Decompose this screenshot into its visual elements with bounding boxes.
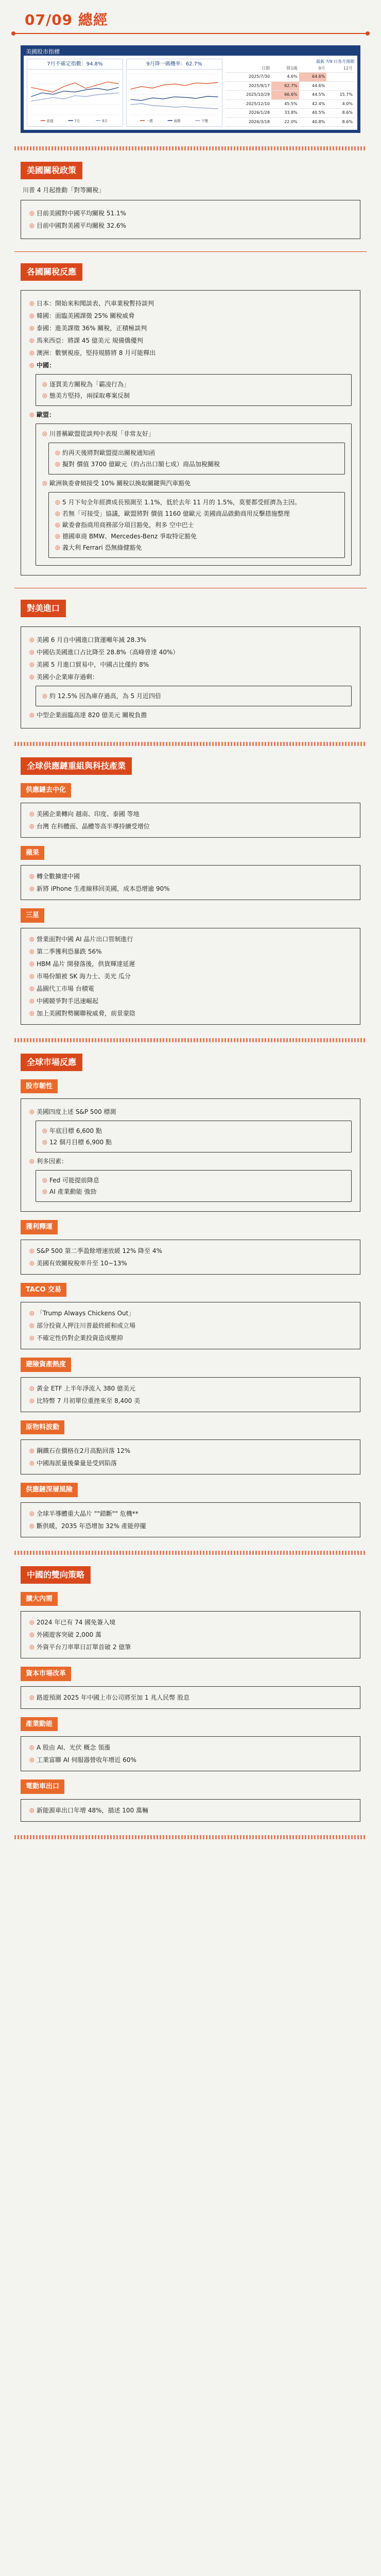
industry-box [21,1736,360,1771]
list-item: ◎ S&P 500 第二季盈餘增速放緩 12% 降至 4% [29,1247,162,1255]
domestic-demand-box [21,1611,360,1658]
divider [14,1835,367,1839]
stocks-box [21,1098,360,1212]
bullet-icon: ◎ [29,1009,34,1016]
list-item: ◎ 擬對 價值 3700 億歐元（約占出口額七成）商品加稅關稅 [55,461,220,468]
ev-export-box [21,1799,360,1822]
bullet-icon: ◎ [29,210,34,216]
section-country-reaction [14,263,367,575]
bullet-icon: ◎ [29,960,34,967]
subsection-title: 資本市場改革 [21,1667,71,1681]
list-item: ◎ 加上美國對勢關聯稅威脅，前景蒙陰 [29,1009,136,1017]
list-item: ◎ 川普稱歐盟從談判中表現「非常友好」 [42,430,155,437]
subsection-title: 股市韌性 [21,1079,58,1094]
bullet-icon: ◎ [29,972,34,979]
subsection-title: TACO 交易 [21,1283,66,1297]
bullet-icon: ◎ [29,947,34,955]
table-cell: 2026/3/18 [226,117,271,127]
commodity-box [21,1439,360,1475]
bullet-icon: ◎ [29,985,34,992]
list-item: ◎ 韓國：面臨美國課徵 25% 關稅威脅 [29,312,135,319]
uncertainty-chart-title: 7月不確定指數：94.8% [27,59,123,70]
table-cell: 4.0% [326,99,354,109]
table-cell: 66.6% [271,91,299,100]
subsection-title: 電動車出口 [21,1780,64,1794]
bullet-icon: ◎ [55,533,60,539]
capital-market-box [21,1686,360,1709]
list-item: ◎ 逐貫美方關稅為「霸凌行為」 [42,381,130,388]
bullet-icon: ◎ [42,430,47,437]
table-cell: 2025/7/30 [226,73,271,82]
bullet-icon: ◎ [29,649,34,655]
subsection-title: 供應鏈去中化 [21,783,71,798]
table-row [226,99,354,109]
table-cell: 4.6% [271,73,299,82]
series-line [31,88,118,97]
bullet-icon: ◎ [29,1631,34,1638]
bullet-icon: ◎ [29,300,34,307]
tariff-box [21,200,360,239]
list-item: ◎ 年底目標 6,600 點 [42,1127,102,1134]
list-item: ◎ 美國 6 月自中國進口貨運噸年減 28.3% [29,636,147,643]
section-market-reaction [14,1054,367,1537]
bullet-icon: ◎ [29,325,34,331]
bullet-icon: ◎ [29,411,34,418]
small-business-box [36,686,352,706]
subsection-title: 供應鏈深層風險 [21,1483,78,1497]
bullet-icon: ◎ [29,1806,34,1814]
list-item: ◎ 約 12.5% 因為庫存過高，為 5 月近四倍 [42,692,162,700]
list-item: ◎ 轉全數擴建中國 [29,873,80,880]
bullet-icon: ◎ [42,1139,47,1145]
bullet-icon: ◎ [42,1177,47,1183]
earnings-box [21,1240,360,1275]
rate-cut-chart-title: 9月降一碼機率：62.7% [127,59,222,70]
bullet-icon: ◎ [29,312,34,319]
bullet-icon: ◎ [29,1756,34,1763]
list-item: ◎ 歐洲執委會傾接受 10% 關稅以換取關鍵與汽車豁免 [42,480,191,487]
table-cell: 64.6% [299,73,327,82]
table-cell: 62.7% [271,81,299,91]
table-cell: 44.5% [299,91,327,100]
table-cell: 15.7% [326,91,354,100]
dashboard-body [24,56,357,130]
list-item: ◎ 歐委會指商用商務部分項目豁免，利多 空中巴士 [55,521,194,529]
section-title: 對美進口 [21,600,66,617]
list-item: ◎ 約再天後將對歐盟提出關稅通知函 [55,449,155,456]
legend-label: 不變 [201,118,209,124]
series-line [130,104,218,109]
list-item: ◎ 部分投資人押注川普最終緩和或立場 [29,1322,136,1329]
divider [14,742,367,746]
subsection-title: 避險資產熱度 [21,1358,71,1372]
bullet-icon: ◎ [29,1247,34,1254]
table-cell: 2025/12/10 [226,99,271,109]
eu-reaction-box [36,423,352,566]
list-item: ◎ 美國有效關稅稅率升至 10~13% [29,1259,127,1267]
bullet-icon: ◎ [29,1460,34,1466]
list-item: ◎ 外國遊客突破 2,000 萬 [29,1631,101,1638]
list-item: ◎ 全球半導體重大晶片 ""錯斷"" 危機** [29,1510,138,1517]
bullet-icon: ◎ [42,1188,47,1195]
list-item: ◎ 日本：開始來和聞談表、汽車業稅暫持談判 [29,300,154,307]
bullet-icon: ◎ [29,935,34,942]
table-header-cell: 降1碼 [271,65,299,73]
table-cell: 22.0% [271,117,299,127]
list-item: ◎ 第二季獲利恐暴跌 56% [29,947,102,955]
list-item: ◎ 不確定性仍對企業投資造成壓抑 [29,1334,124,1342]
bullet-icon: ◎ [29,1447,34,1454]
rate-table-body [226,73,354,127]
list-item: ◎ 美國小企業庫存過剩： [29,673,99,681]
section-title: 全球市場反應 [21,1054,82,1071]
list-item: ◎ 營業面對中國 AI 晶片出口管制進行 [29,935,133,943]
section-intro: 川普 4 月起推動「對等關稅」 [23,187,105,194]
subsection-title: 蘋果 [21,846,44,860]
bullet-icon: ◎ [42,692,47,699]
legend-label: 8月 [102,118,108,124]
bullet-icon: ◎ [29,1693,34,1701]
bullet-icon: ◎ [29,822,34,829]
list-item: ◎ 歐盟： [29,411,56,418]
bullet-icon: ◎ [42,1127,47,1134]
table-cell: 40.5% [299,109,327,118]
list-item: ◎ 新將 iPhone 生產線移回美國，成本恐增逾 90% [29,885,170,892]
list-item: ◎ 利多因素： [29,1158,68,1165]
bullet-icon: ◎ [29,1619,34,1625]
rate-table-caption: 最新 7/9 日各月預期 [316,59,354,64]
legend-label: 前值 [46,118,54,124]
divider [14,146,367,150]
safe-haven-box [21,1377,360,1412]
list-item: ◎ 泰國：進美課徵 36% 關稅，正積極談判 [29,325,147,332]
rate-table [226,59,354,127]
bullet-icon: ◎ [29,673,34,680]
list-item: ◎ 馬來西亞：將課 45 億美元 規備僑優判 [29,337,143,344]
list-item: ◎ 目前中國對美國平均關稅 32.6% [29,222,126,229]
china-reaction-box [36,374,352,406]
table-cell: 2025/10/29 [226,91,271,100]
subsection-title: 擴大內需 [21,1592,58,1606]
bullet-icon: ◎ [29,1334,34,1341]
section-us-imports [14,600,367,728]
uncertainty-chart-card [27,59,123,127]
legend-label: 一碼 [146,118,153,124]
list-item: ◎ 態美方堅持，兩採取專案反制 [42,392,130,399]
bullet-icon: ◎ [42,381,47,387]
list-item: ◎ 澳洲：數號視座，堅持規勝將 8 月可能釋出 [29,349,156,357]
bullet-icon: ◎ [29,362,34,368]
bullet-icon: ◎ [29,222,34,229]
table-row [226,117,354,127]
table-cell: 33.8% [271,109,299,118]
imports-box [21,626,360,728]
bullet-icon: ◎ [42,392,47,399]
eu-detail-box [48,492,345,558]
subsection-title: 獲利釋運 [21,1220,58,1234]
table-header-cell: 日期 [226,65,271,73]
list-item: ◎ 德國車商 BMW、Mercedes-Benz 爭取特定豁免 [55,533,197,540]
dashboard-header: 美國股市指標 [26,48,60,55]
rate-cut-chart-card [126,59,222,127]
table-row [226,73,354,82]
table-cell: 8.6% [326,109,354,118]
section-title: 中國的雙向策略 [21,1566,91,1584]
rate-table-header [226,65,354,73]
bullet-icon: ◎ [29,1643,34,1650]
list-item: ◎ A 股由 AI、光伏 概念 領漲 [29,1744,111,1751]
bullet-icon: ◎ [55,499,60,505]
table-row [226,109,354,118]
section-title: 美國關稅政策 [21,162,82,179]
list-item: ◎ AI 產業動能 強勁 [42,1188,97,1195]
table-header-cell: 12月 [326,65,354,73]
list-item: ◎ 12 個月目標 6,900 點 [42,1139,112,1146]
list-item: ◎ 黃金 ETF 上半年淨流入 380 億美元 [29,1384,135,1392]
list-item: ◎ 外資平台刀率單日訂單首破 2 億筆 [29,1643,131,1651]
samsung-box [21,928,360,1025]
sp500-target-box [36,1121,352,1153]
series-line [130,96,218,100]
list-item: ◎ 2024 年已有 74 國免簽入境 [29,1619,116,1626]
bullet-icon: ◎ [29,1310,34,1316]
bullet-icon: ◎ [29,349,34,356]
bullet-icon: ◎ [29,1158,34,1164]
apple-box [21,865,360,900]
divider [14,251,367,252]
list-item: ◎ 「Trump Always Chickens Out」 [29,1310,135,1317]
bullet-icon: ◎ [55,449,60,456]
uncertainty-chart [27,70,123,126]
list-item: ◎ 美國四度上述 S&P 500 標測 [29,1108,116,1115]
list-item: ◎ HBM 晶片 開發落後，供貨輝達延遲 [29,960,135,968]
list-item: ◎ 美國 5 月進口貿易中，中國占比僅約 8% [29,661,149,668]
table-cell: 2025/9/17 [226,81,271,91]
list-item: ◎ 新能源車出口年增 48%，描述 100 萬輛 [29,1806,149,1814]
list-item: ◎ 比特幣 7 月初單位重挫來至 8,400 美 [29,1397,141,1404]
bullet-icon: ◎ [55,510,60,517]
bullet-icon: ◎ [29,1522,34,1529]
subsection-title: 原物料波動 [21,1420,64,1435]
bullet-icon: ◎ [29,1322,34,1329]
table-cell: 2026/1/28 [226,109,271,118]
country-box [21,290,360,575]
bullet-icon: ◎ [29,1384,34,1392]
subsection-title: 三星 [21,908,44,923]
series-line [130,82,218,89]
list-item: ◎ Fed 可能提前降息 [42,1177,100,1184]
table-cell: 45.5% [271,99,299,109]
list-item: ◎ 鋼鐵石在價格在2月高點回落 12% [29,1447,131,1454]
list-item: ◎ 路遊預測 2025 年中國上市公司將至加 1 兆人民幣 股息 [29,1693,190,1701]
list-item: ◎ 晶圓代工市場 台積電 [29,985,94,992]
section-china-strategy [14,1566,367,1822]
list-item: ◎ 斷供暖，2035 年恐增加 32% 產能停擺 [29,1522,146,1530]
section-supply-chain [14,757,367,1025]
subsection-title: 產業動能 [21,1717,58,1732]
list-item: ◎ 中國競爭對手迅速崛起 [29,997,99,1005]
bullet-icon: ◎ [29,711,34,718]
dashboard-image [21,45,360,133]
bullet-icon: ◎ [29,1510,34,1517]
list-item: ◎ 5 月下旬全年經濟成長預測至 1.1%，低於去年 11 月的 1.5%，莫要都受經濟為主因。 [55,499,301,506]
series-line [31,93,118,101]
list-item: ◎ 義大利 Ferrari 恐無綠健豁免 [55,544,142,551]
bullet-icon: ◎ [29,337,34,344]
section-title: 各國關稅反應 [21,263,82,281]
bullet-icon: ◎ [42,480,47,486]
bullet-icon: ◎ [29,885,34,892]
series-line [31,82,118,92]
list-item: ◎ 中型企業面臨高達 820 億美元 關稅負擔 [29,711,147,719]
supply-shift-box [21,803,360,838]
bullet-icon: ◎ [29,1108,34,1115]
bullet-icon: ◎ [55,521,60,528]
table-header-cell: 9月 [299,65,327,73]
divider [14,1551,367,1555]
eu-letter-box [48,443,345,474]
list-item: ◎ 中國： [29,362,56,369]
section-title: 全球供應鏈重組與科技產業 [21,757,132,775]
table-cell: 8.6% [326,117,354,127]
section-us-tariff [14,162,367,239]
table-row [226,91,354,100]
list-item: ◎ 美國企業轉向 越南、印度、泰國 等地 [29,810,140,818]
legend-label: 兩碼 [174,118,181,124]
list-item: ◎ 市場份額被 SK 海力士、美光 瓜分 [29,972,131,980]
supply-risk-box [21,1502,360,1537]
bullet-icon: ◎ [29,636,34,643]
bullet-icon: ◎ [29,1397,34,1404]
bullet-icon: ◎ [29,661,34,668]
list-item: ◎ 若無「可接受」協議，歐盟將對 價值 1160 億歐元 美國商品啟動商用反擊措施整理 [55,510,290,517]
bullet-icon: ◎ [29,997,34,1004]
taco-box [21,1302,360,1349]
table-cell: 44.6% [299,81,327,91]
divider [14,1038,367,1042]
list-item: ◎ 台灣 在科體面、晶體等高半導持續受增位 [29,822,150,830]
list-item: ◎ 中國佔美國進口占比降至 28.8%（高峰曾達 40%） [29,649,179,656]
table-cell: 40.8% [299,117,327,127]
list-item: ◎ 目前美國對中國平均關稅 51.1% [29,210,126,217]
bullet-icon: ◎ [29,1744,34,1751]
page-title: 07/09 總經 [25,11,108,28]
bullet-icon: ◎ [55,544,60,551]
page-header [14,9,367,37]
bullet-icon: ◎ [29,810,34,817]
table-cell [326,81,354,91]
drivers-box [36,1170,352,1202]
table-cell [326,73,354,82]
list-item: ◎ 中國海派量後暈量是受到陷落 [29,1460,117,1467]
bullet-icon: ◎ [29,873,34,879]
table-cell: 42.4% [299,99,327,109]
bullet-icon: ◎ [55,461,60,467]
bullet-icon: ◎ [29,1259,34,1266]
table-row [226,81,354,91]
title-underline [14,33,367,34]
legend-label: 7月 [74,118,80,124]
rate-cut-chart [127,70,222,126]
list-item: ◎ 工業富聯 AI 伺服器營收年增近 60% [29,1756,136,1764]
